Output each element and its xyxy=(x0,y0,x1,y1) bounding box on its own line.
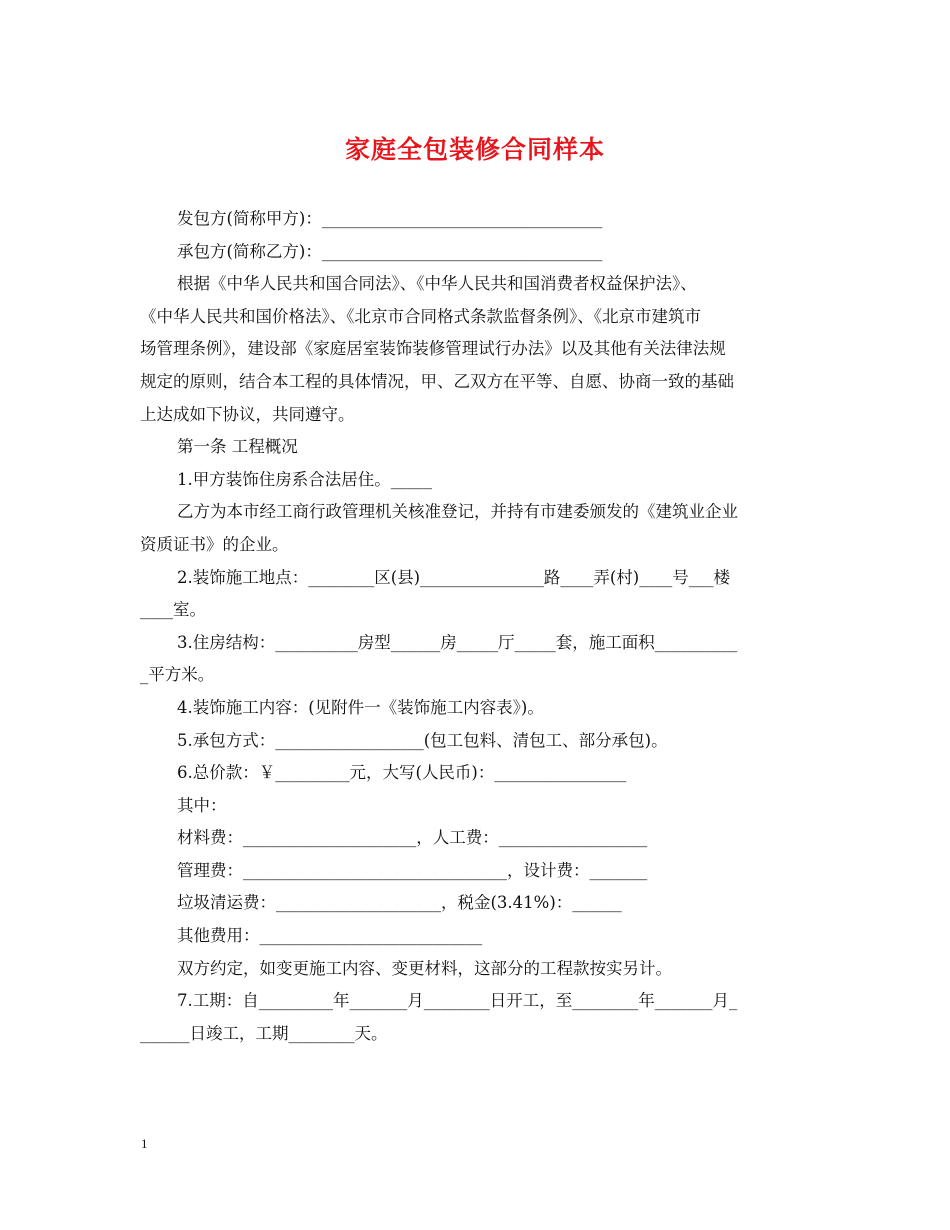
document-line: 场管理条例》，建设部《家庭居室装饰装修管理试行办法》以及其他有关法律法规 xyxy=(140,339,726,359)
document-line: 其他费用：___________________________ xyxy=(177,926,483,946)
document-line: 2.装饰施工地点：________区(县)_______________路____弄(村)____号___楼 xyxy=(177,567,730,587)
document-line: 规定的原则，结合本工程的具体情况，甲、乙双方在平等、自愿、协商一致的基础 xyxy=(140,371,734,391)
document-line: 4.装饰施工内容：(见附件一《装饰施工内容表》)。 xyxy=(177,697,544,717)
document-line: 根据《中华人民共和国合同法》、《中华人民共和国消费者权益保护法》、 xyxy=(177,274,697,294)
document-line: 3.住房结构：__________房型______房_____厅_____套，施工面积__________ xyxy=(177,632,738,652)
document-line: 乙方为本市经工商行政管理机关核准登记，并持有市建委颁发的《建筑业企业 xyxy=(177,502,738,522)
document-line: 管理费：________________________________，设计费：_______ xyxy=(177,860,648,880)
document-line: _平方米。 xyxy=(140,665,215,685)
page-number: 1 xyxy=(141,1136,148,1151)
document-body xyxy=(140,203,812,1050)
document-line: 《中华人民共和国价格法》、《北京市合同格式条款监督条例》、《北京市建筑市 xyxy=(140,306,701,326)
document-line: 发包方(简称甲方)：__________________________________ xyxy=(177,209,603,228)
document-line: 5.承包方式：__________________(包工包料、清包工、部分承包)。 xyxy=(177,730,668,750)
document-line: 垃圾清运费：____________________，税金(3.41%)：______ xyxy=(177,893,622,913)
document-line: 第一条 工程概况 xyxy=(177,437,298,457)
document-line: 资质证书》的企业。 xyxy=(140,534,289,554)
document-line: 1.甲方装饰住房系合法居住。_____ xyxy=(177,469,432,489)
document-line: 上达成如下协议，共同遵守。 xyxy=(140,404,355,424)
document-title: 家庭全包装修合同样本 xyxy=(344,135,605,164)
document-line: 其中： xyxy=(177,795,227,815)
document-line: 6.总价款：￥_________元，大写(人民币)：________________ xyxy=(177,763,627,783)
document-line: 7.工期：自_________年_______月________日开工，至________年_______月_ xyxy=(177,991,738,1011)
document-line: ____室。 xyxy=(140,600,206,620)
document-line: 材料费：_____________________，人工费：__________________ xyxy=(177,828,648,848)
document-line: 双方约定，如变更施工内容、变更材料，这部分的工程款按实另计。 xyxy=(177,958,672,978)
document-line: ______日竣工，工期________天。 xyxy=(140,1023,388,1043)
document-line: 承包方(简称乙方)：__________________________________ xyxy=(177,241,603,261)
